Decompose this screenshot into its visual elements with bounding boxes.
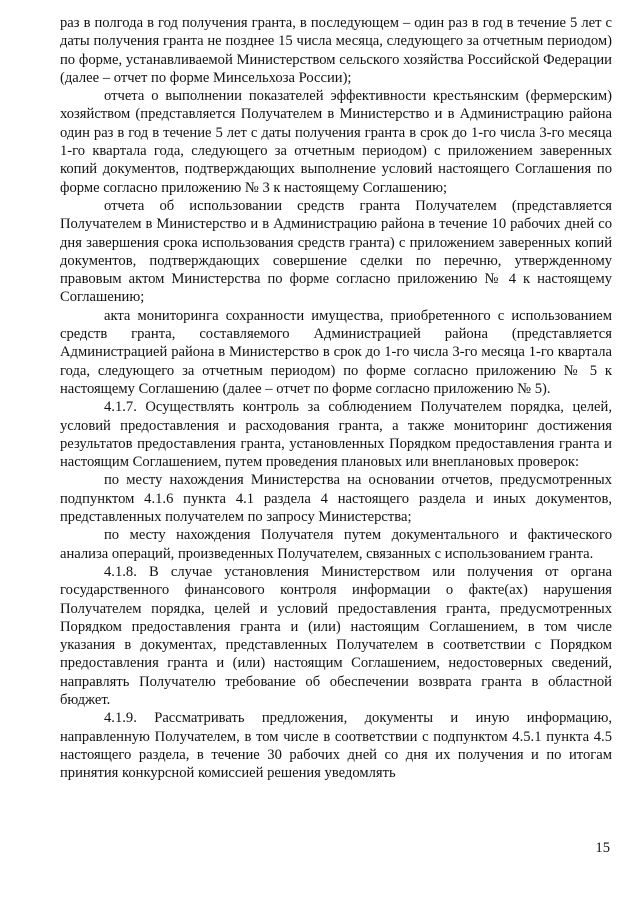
paragraph-monitoring-act: акта мониторинга сохранности имущества, приобретенного с использованием средств гранта, составляемого Администрацией района (представляется Администрацией района в Министерство в срок до 1-го числа 3-го месяца 1-го квартала года, следующего за отчетным периодом) по форме согласно приложению № 5 к настоящему Соглашению (далее – отчет по форме согласно приложению № 5). xyxy=(60,307,612,397)
paragraph-ministry-location-check: по месту нахождения Министерства на основании отчетов, предусмотренных подпунктом 4.1.6 пункта 4.1 раздела 4 настоящего раздела и иных документов, представленных получателем по запросу Министерства; xyxy=(60,472,612,526)
document-body xyxy=(60,14,612,782)
paragraph-4-1-9: 4.1.9. Рассматривать предложения, документы и иную информацию, направленную Получателем, в том числе в соответствии с подпунктом 4.5.1 пункта 4.5 настоящего раздела, в течение 30 рабочих дней со дня их получения и по итогам принятия конкурсной комиссией решения уведомлять xyxy=(60,710,612,782)
paragraph-recipient-location-check: по месту нахождения Получателя путем документального и фактического анализа операций, произведенных Получателем, связанных с использованием гранта. xyxy=(60,527,612,562)
paragraph-4-1-8: 4.1.8. В случае установления Министерством или получения от органа государственного финансового контроля информации о факте(ах) нарушения Получателем порядка, целей и условий предоставления гранта, предусмотренных Порядком предоставления гранта и (или) настоящим Соглашением, в том числе указания в документах, представленных Получателем в соответствии с Порядком предоставления гранта и (или) настоящим Соглашением, недостоверных сведений, направлять Получателю требование об обеспечении возврата гранта в областной бюджет. xyxy=(60,563,612,708)
paragraph-4-1-7: 4.1.7. Осуществлять контроль за соблюдением Получателем порядка, целей, условий предоставления и расходования гранта, а также мониторинг достижения результатов предоставления гранта, установленных Порядком предоставления гранта и настоящим Соглашением, путем проведения плановых или внеплановых проверок: xyxy=(60,399,612,471)
paragraph-efficiency-report: отчета о выполнении показателей эффективности крестьянским (фермерским) хозяйством (представляется Получателем в Министерство и в Администрацию района один раз в год в течение 5 лет с даты получения гранта в срок до 1-го числа 3-го месяца 1-го квартала года, следующего за отчетным периодом) с приложением заверенных копий документов, подтверждающих выполнение условий настоящего Соглашения по форме согласно приложению № 3 к настоящему Соглашению; xyxy=(60,88,612,196)
paragraph-grant-usage-report: отчета об использовании средств гранта Получателем (представляется Получателем в Министерство и в Администрацию района в течение 10 рабочих дней со дня завершения срока использования средств гранта) с приложением заверенных копий документов, подтверждающих совершение сделки по перечню, утвержденному правовым актом Министерства по форме согласно приложению № 4 к настоящему Соглашению; xyxy=(60,197,612,306)
page-number: 15 xyxy=(595,840,610,856)
paragraph-continuation: раз в полгода в год получения гранта, в последующем – один раз в год в течение 5 лет с даты получения гранта не позднее 15 числа месяца, следующего за отчетным периодом) по форме, устанавливаемой Министерством сельского хозяйства Российской Федерации (далее – отчет по форме Минсельхоза России); xyxy=(60,15,612,86)
